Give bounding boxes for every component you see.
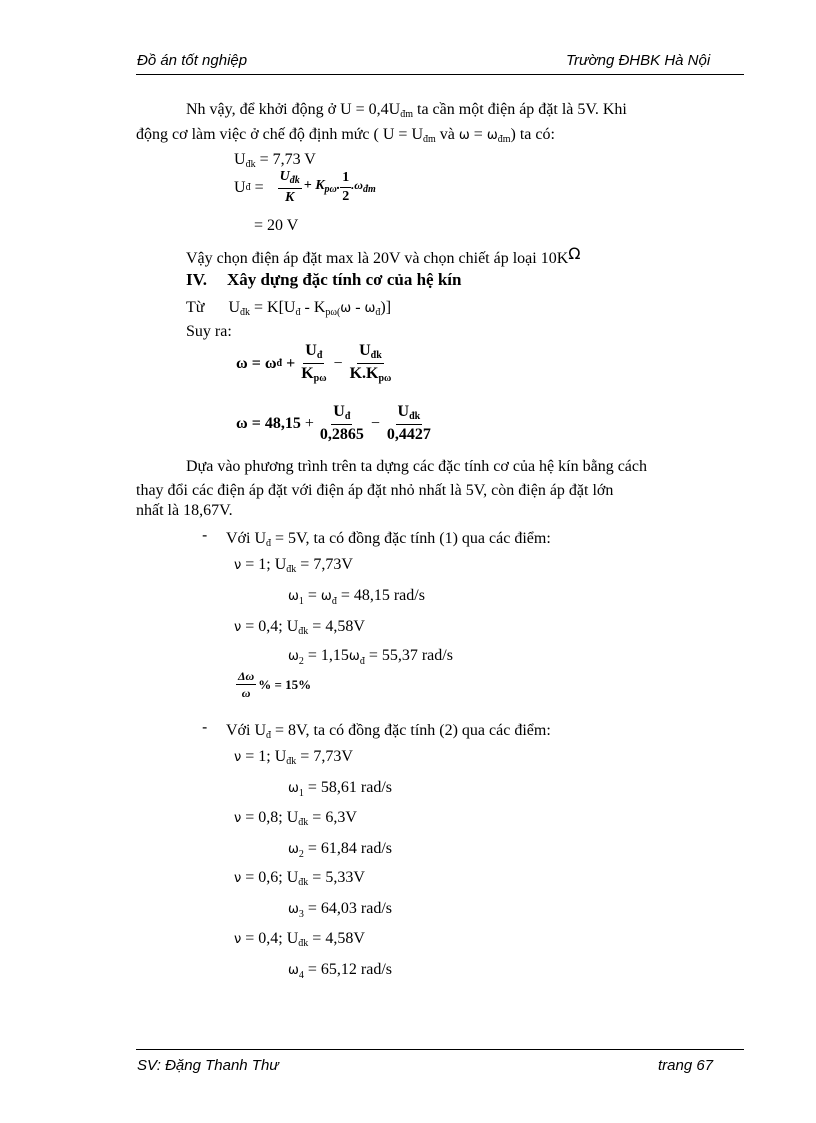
- suy-ra: Suy ra:: [186, 323, 232, 340]
- equation-ud: U đ = $\frac{U_{đk}}{K}$ + $K_{p\omega}$. $\frac{1}{2}$ $.\omega_{đm}$: [234, 169, 376, 205]
- bullet-1-text: Với $U_đ = 5V$, ta có đồng đặc tính (1) qua các điểm:: [226, 530, 551, 549]
- relation-line: Từ $U_{đk} = K[U_đ - K_{p\omega(}\omega - \omega_đ)$]: [186, 299, 392, 318]
- b2-row-3: ν = 0,6; $U_{đk} = 5,33V$: [234, 869, 365, 888]
- equation-result: = 20 V: [254, 217, 299, 234]
- fraction-ud-kpw: $\frac{U_đ}{K_{p\omega}}$: [301, 342, 327, 384]
- bullet-dash-1: -: [202, 527, 208, 544]
- b2-omega-3: $\omega_3 = 64,03$ rad/s: [288, 900, 393, 920]
- para3-line1: Dựa vào phương trình trên ta dựng các đặc tính cơ của hệ kín bằng cách: [186, 458, 647, 475]
- footer-rule: [136, 1049, 744, 1050]
- footer-left: SV: Đặng Thanh Thư: [137, 1057, 279, 1074]
- header-rule: [136, 74, 744, 75]
- fraction-delta-omega: $\frac{\Delta\omega}{\omega}$: [238, 669, 255, 700]
- b1-omega-2: $\omega_2 = 1,15\omega_đ = 55,37$ rad/s: [288, 647, 453, 667]
- para1-line2: động cơ làm việc ở chế độ định mức ( $U = U_{đm}$ và $\omega = \omega_{đm}$) ta có:: [136, 126, 555, 145]
- header-left: Đồ án tốt nghiệp: [137, 52, 248, 69]
- para1-line1: Nh vậy, để khởi động ở $U = 0,4U_{đm}$ ta cần một điện áp đặt là 5V. Khi: [186, 101, 627, 120]
- para3-line3: nhất là 18,67V.: [136, 502, 233, 519]
- b2-row-1: ν = 1; $U_{đk} = 7,73V$: [234, 748, 353, 767]
- b1-omega-1: $\omega_1 = \omega_đ = 48,15$ rad/s: [288, 587, 425, 607]
- b2-omega-1: $\omega_1 = 58,61$ rad/s: [288, 779, 393, 799]
- b2-omega-2: $\omega_2 = 61,84$ rad/s: [288, 840, 393, 860]
- fraction-udk-k: $\frac{U_{đk}}{K}$: [279, 169, 300, 205]
- equation-udk: $U_{đk} = 7,73$ V: [234, 151, 316, 170]
- bullet-dash-2: -: [202, 719, 208, 736]
- b2-row-4: ν = 0,4; $U_{đk} = 4,58V$: [234, 930, 365, 949]
- b2-row-2: ν = 0,8; $U_{đk} = 6,3V$: [234, 809, 357, 828]
- b1-row-1: ν = 1; $U_{đk} = 7,73V$: [234, 556, 353, 575]
- fraction-udk-04427: $\frac{U_{đk}}{0,4427}$: [386, 403, 431, 443]
- b2-omega-4: $\omega_4 = 65,12$ rad/s: [288, 961, 393, 981]
- footer-right: trang 67: [658, 1057, 714, 1074]
- fraction-ud-02865: $\frac{U_đ}{0,2865}$: [319, 403, 364, 443]
- bullet-2-text: Với $U_đ = 8V$, ta có đồng đặc tính (2) qua các điểm:: [226, 722, 551, 741]
- fraction-one-half: $\frac{1}{2}$: [342, 170, 350, 204]
- b1-percentage: $\frac{\Delta\omega}{\omega}$ % = 15%: [238, 669, 312, 700]
- header-right: Trường ĐHBK Hà Nội: [566, 52, 711, 69]
- section-heading: IV. Xây dựng đặc tính cơ của hệ kín: [186, 270, 462, 289]
- fraction-udk-kkpw: $\frac{U_{đk}}{K.K_{p\omega}}$: [349, 342, 392, 384]
- formula-omega-numeric: ω = 48,15 + $\frac{U_đ}{0,2865}$ − $\frac{U_{đk}}{0,4427}$: [236, 403, 431, 443]
- formula-omega-general: ω = ω đ + $\frac{U_đ}{K_{p\omega}}$ − $\frac{U_{đk}}{K.K_{p\omega}}$: [236, 342, 392, 384]
- b1-row-2: ν = 0,4; $U_{đk} = 4,58V$: [234, 618, 365, 637]
- para3-line2: thay đổi các điện áp đặt với điện áp đặt nhỏ nhất là 5V, còn điện áp đặt lớn: [136, 482, 614, 499]
- para2: Vậy chọn điện áp đặt max là 20V và chọn chiết áp loại 10KΩ: [186, 244, 581, 267]
